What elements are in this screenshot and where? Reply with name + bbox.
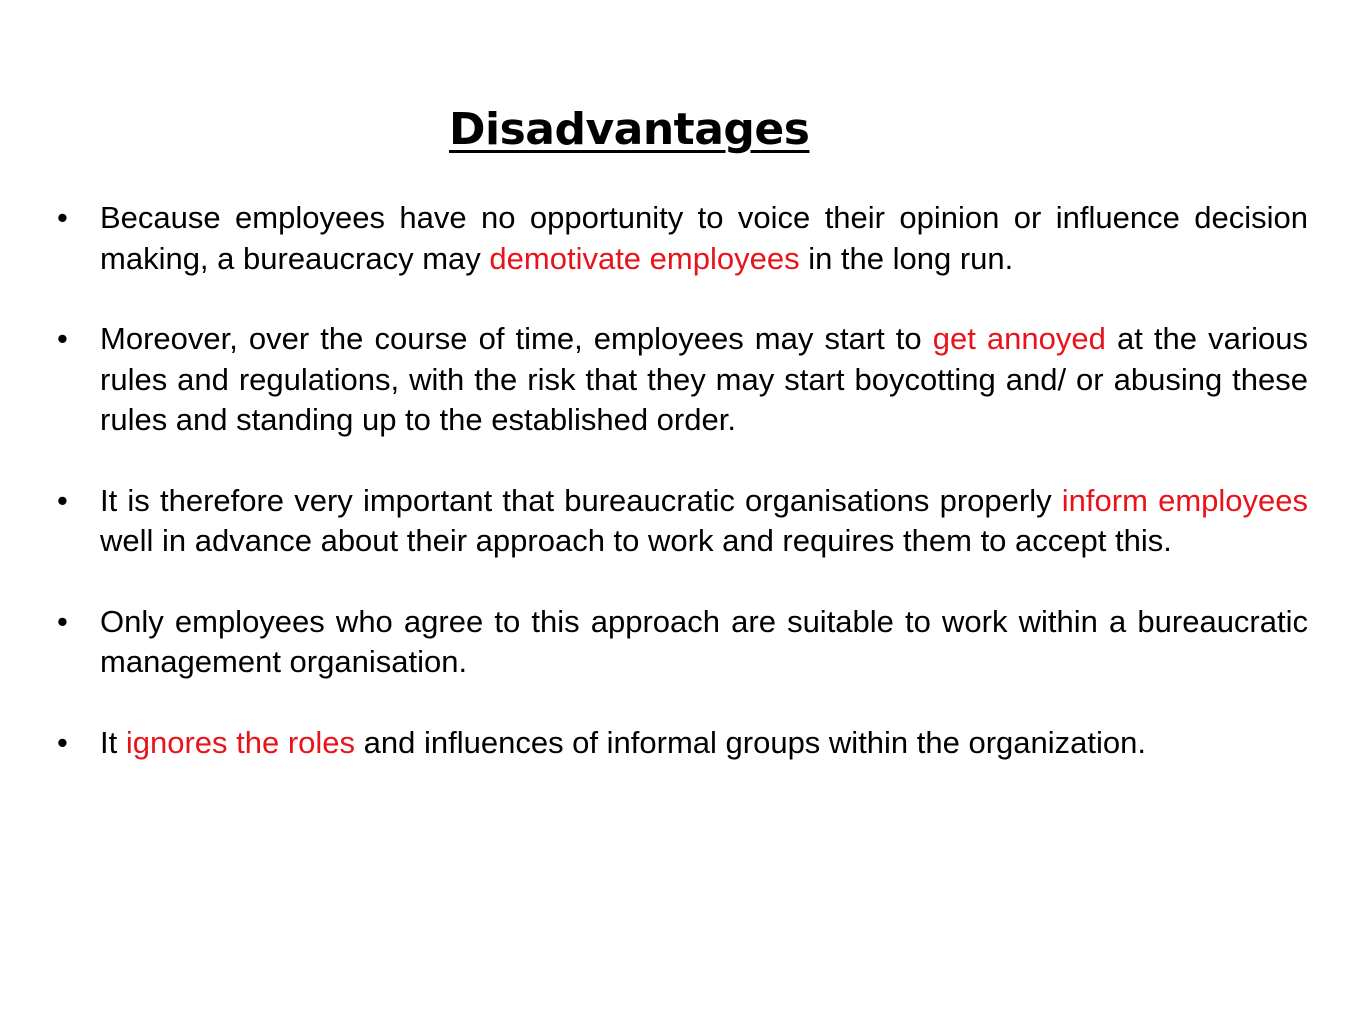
bullet-text-after: and influences of informal groups within the organization. — [355, 724, 1147, 760]
bullet-text-before: Because employees have no opportunity to voice their opinion or influence decision making, a bureaucracy may — [100, 200, 1308, 276]
bullet-icon: • — [57, 321, 68, 356]
slide-title: Disadvantages — [449, 104, 810, 155]
bullet-list — [57, 198, 1309, 803]
bullet-icon: • — [57, 724, 68, 760]
bullet-text-highlight: ignores the roles — [125, 724, 356, 760]
bullet-text-before: Only employees who agree to this approach are suitable to work within a bureaucratic management organisation. — [100, 603, 1308, 679]
bullet-text-before: It is therefore very important that bureaucratic organisations properly — [100, 482, 1062, 518]
bullet-text-before: Moreover, over the course of time, employees may start to — [100, 321, 933, 356]
bullet-icon: • — [57, 482, 68, 518]
bullet-item-5 — [57, 723, 1308, 764]
bullet-icon: • — [57, 603, 68, 639]
bullet-item-1 — [57, 198, 1308, 279]
bullet-icon: • — [57, 200, 68, 235]
bullet-text-highlight: get annoyed — [932, 321, 1106, 356]
bullet-text-highlight: demotivate employees — [489, 240, 800, 276]
bullet-text-after: in the long run. — [799, 240, 1014, 276]
bullet-text-after: at the various rules and regulations, with the risk that they may start boycotting and/ or abusing these rules and standing up to the established order. — [100, 321, 1308, 437]
bullet-text-highlight: inform employees — [1061, 482, 1309, 518]
bullet-text-before: It — [100, 724, 126, 760]
bullet-item-3 — [57, 481, 1309, 562]
bullet-text-after: well in advance about their approach to work and requires them to accept this. — [100, 523, 1172, 558]
bullet-item-2 — [57, 319, 1308, 441]
bullet-item-4 — [57, 602, 1308, 683]
